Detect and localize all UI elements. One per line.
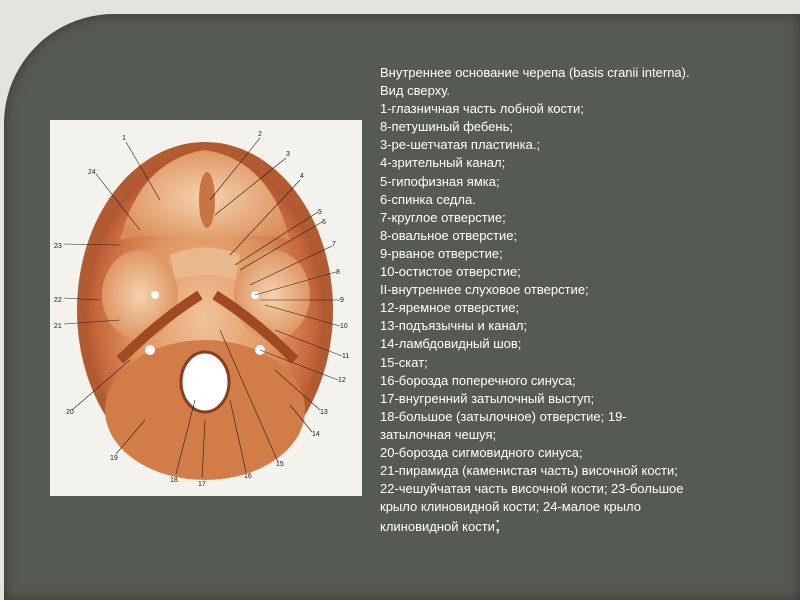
caption-line: 9-рваное отверстие; — [380, 245, 503, 261]
figure-label: 3 — [286, 151, 290, 158]
caption-line: 16-борозда поперечного синуса; — [380, 372, 576, 388]
caption-line: 21-пирамида (каменистая часть) височной кости; — [380, 463, 678, 479]
figure-label: 20 — [66, 409, 74, 416]
figure-label: 19 — [110, 455, 118, 462]
left-middle-fossa — [102, 250, 178, 340]
caption-line: 8-петушиный фебень; — [380, 119, 513, 135]
figure-label: 24 — [88, 169, 96, 176]
caption-line: II-внутреннее слуховое отверстие; — [380, 282, 589, 298]
figure-label: 16 — [244, 473, 252, 480]
caption-line: 17-внугренний затылочный выступ; — [380, 390, 595, 406]
caption-line: 18-большое (затылочное) отверстие; 19- — [380, 408, 627, 424]
caption-line: 8-овальное отверстие; — [380, 227, 518, 243]
figure-label: 9 — [340, 297, 344, 304]
right-middle-fossa — [234, 250, 310, 340]
figure-label: 22 — [54, 297, 62, 304]
skull-base-illustration — [50, 120, 362, 496]
figure-label: 14 — [312, 431, 320, 438]
caption-last-line — [380, 516, 780, 536]
figure-label: 23 — [54, 243, 62, 250]
caption-terminal: ; — [494, 514, 501, 537]
figure-label: 4 — [300, 173, 304, 180]
figure-label: 6 — [322, 219, 326, 226]
crista-galli — [199, 172, 215, 228]
caption-line: 3-ре-шетчатая пластинка.; — [380, 137, 541, 153]
caption-line: 12-яремное отверстие; — [380, 300, 520, 316]
figure-label: 11 — [342, 353, 350, 360]
figure-label: 8 — [336, 269, 340, 276]
caption-line: 10-остистое отверстие; — [380, 264, 521, 280]
figure-label: 13 — [320, 409, 328, 416]
caption-line: Внутреннее основание черепа (basis cranii interna). — [380, 65, 690, 80]
figure-label: 10 — [340, 323, 348, 330]
caption-line: 22-чешуйчатая часть височной кости; 23-большое — [380, 481, 684, 497]
skull-base-drawing — [50, 120, 362, 496]
figure-label: 7 — [332, 241, 336, 248]
foramen-magnum — [181, 352, 229, 412]
caption-line: 14-ламбдовидный шов; — [380, 336, 522, 352]
caption-line: 1-глазничная часть лобной кости; — [380, 101, 584, 117]
caption-line: крыло клиновидной кости; 24-малое крыло — [380, 499, 641, 515]
figure-label: 21 — [54, 323, 62, 330]
figure-label: 5 — [318, 209, 322, 216]
caption-line: 15-скат; — [380, 354, 428, 370]
caption-text — [380, 64, 780, 536]
caption-line: 7-круглое отверстие; — [380, 209, 506, 225]
figure-label: 18 — [170, 477, 178, 484]
jugular-foramen-left — [145, 345, 155, 355]
figure-label: 1 — [122, 135, 126, 142]
foramen-ovale-left — [151, 291, 159, 299]
figure-label: 15 — [276, 461, 284, 468]
figure-label: 2 — [258, 131, 262, 138]
caption-line: 5-гипофизная ямка; — [380, 173, 500, 189]
caption-line: затылочная чешуя; — [380, 426, 497, 442]
caption-line: 20-борозда сигмовидного синуса; — [380, 444, 583, 460]
caption-line: Вид сверху. — [380, 83, 451, 99]
figure-label: 17 — [198, 481, 206, 488]
figure-label: 12 — [338, 377, 346, 384]
caption-line: 4-зрительный канал; — [380, 155, 506, 171]
caption-line: 6-спинка седла. — [380, 191, 476, 207]
caption-line: 13-подъязычны и канал; — [380, 318, 528, 334]
caption-line: клиновидной кости — [380, 519, 495, 535]
